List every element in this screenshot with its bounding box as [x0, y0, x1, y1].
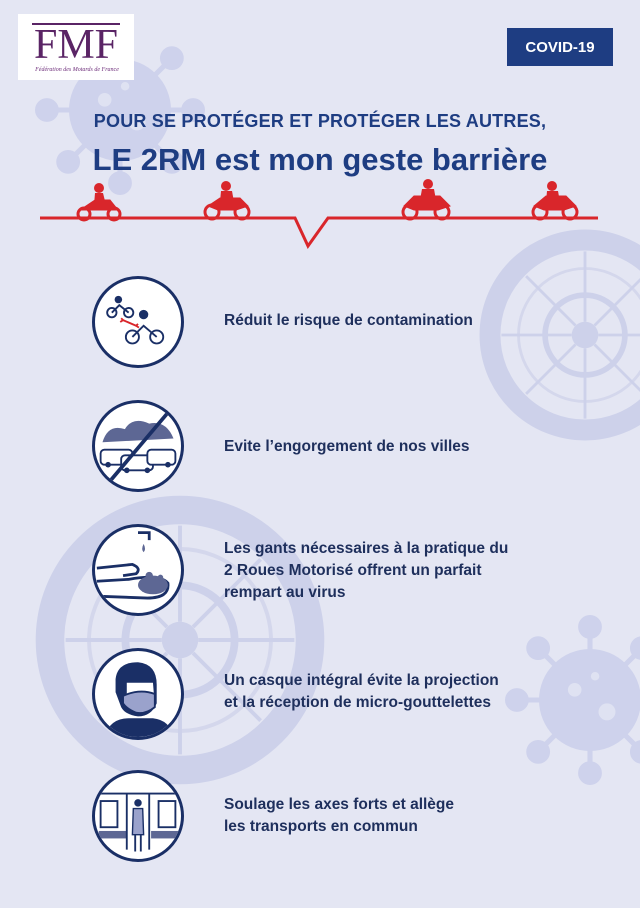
sport-rider-icon — [533, 181, 577, 219]
masked-face-icon — [92, 648, 184, 740]
benefit-3-line-1: Les gants nécessaires à la pratique du — [224, 540, 509, 557]
page-subtitle: POUR SE PROTÉGER ET PROTÉGER LES AUTRES, — [93, 111, 547, 131]
svg-text:FMF: FMF — [33, 22, 119, 64]
page-title: LE 2RM est mon geste barrière — [92, 142, 548, 177]
benefit-4-text — [224, 670, 554, 714]
fmf-logo — [18, 14, 134, 80]
benefit-3-line-3: rempart au virus — [224, 584, 346, 601]
benefit-1-line-1: Réduit le risque de contamination — [224, 312, 473, 329]
benefit-1-text — [224, 310, 554, 332]
public-transport-icon — [92, 770, 184, 862]
benefit-4-line-1: Un casque intégral évite la projection — [224, 672, 499, 689]
speech-bubble-line — [40, 218, 598, 246]
benefit-3-line-2: 2 Roues Motorisé offrent un parfait — [224, 562, 482, 579]
covid-badge: COVID-19 — [507, 28, 613, 66]
benefit-2-text — [224, 436, 554, 458]
scooter-rider-icon — [78, 183, 120, 220]
benefit-4-line-2: et la réception de micro-gouttelettes — [224, 694, 491, 711]
fmf-logo-tagline: Fédération des Motards de France — [35, 67, 119, 73]
traffic-jam-crossed-icon — [92, 400, 184, 492]
benefit-5-line-2: les transports en commun — [224, 818, 418, 835]
benefit-5-line-1: Soulage les axes forts et allège — [224, 796, 455, 813]
gloved-hands-washing-icon — [92, 524, 184, 616]
motorcycle-rider-icon — [205, 181, 249, 219]
touring-rider-icon — [403, 179, 450, 219]
benefit-5-text — [224, 794, 554, 838]
riders-banner — [0, 175, 640, 255]
motorcycles-distance-icon — [92, 276, 184, 368]
benefit-2-line-1: Evite l’engorgement de nos villes — [224, 438, 470, 455]
fmf-logo-mark — [28, 18, 124, 64]
benefit-3-text — [224, 538, 554, 604]
